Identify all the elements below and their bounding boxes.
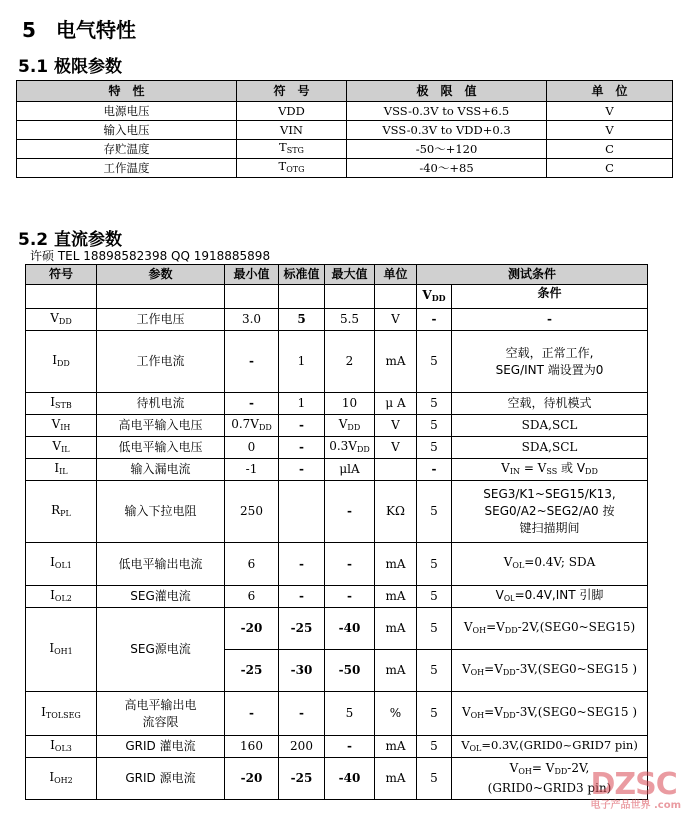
row-condition: SEG3/K1~SEG15/K13, SEG0/A2~SEG2/A0 按 键扫描期间: [452, 481, 648, 543]
row-typ: -: [279, 586, 325, 608]
table-row: [26, 459, 648, 481]
row-vdd: 5: [417, 393, 452, 415]
row-symbol: $V_{IH}$: [26, 415, 97, 437]
row-min: 250: [225, 481, 279, 543]
table-subheader-row: [26, 285, 648, 309]
row-max: 5: [325, 692, 375, 736]
row-condition: 空载，正常工作, SEG/INT 端设置为0: [452, 331, 648, 393]
row-name: 工作温度: [17, 159, 237, 178]
row-condition: $V_{OL}=0.4V$; SDA: [452, 543, 648, 586]
row-name: 存贮温度: [17, 140, 237, 159]
row-max: -: [325, 736, 375, 758]
row-value: VSS-0.3V to VDD+0.3: [347, 121, 547, 140]
row-max: μlA: [325, 459, 375, 481]
table-row: [26, 481, 648, 543]
row-unit: μ A: [375, 393, 417, 415]
row-vdd: 5: [417, 650, 452, 692]
watermark-logo: DZSC 电子产品世界 .com: [590, 767, 681, 811]
row-typ: -25: [279, 608, 325, 650]
row-param: GRID 灌电流: [97, 736, 225, 758]
row-symbol: $I_{OH2}$: [26, 758, 97, 800]
abs-max-table: [16, 80, 673, 178]
row-min: $0.7V_{DD}$: [225, 415, 279, 437]
empty-cell: [97, 285, 225, 309]
row-symbol: VDD: [237, 102, 347, 121]
row-condition: $V_{OH}=V_{DD}-3V,(SEG0\sim SEG15$ ): [452, 650, 648, 692]
row-param: GRID 源电流: [97, 758, 225, 800]
col-header-symbol: 符号: [26, 265, 97, 285]
col-header-unit: 单 位: [547, 81, 673, 102]
row-param: 工作电流: [97, 331, 225, 393]
table-row: [26, 437, 648, 459]
contact-line: 许硕 TEL 18898582398 QQ 1918885898: [30, 249, 271, 263]
row-typ: -: [279, 543, 325, 586]
row-max: -50: [325, 650, 375, 692]
section-number: 5: [22, 18, 36, 42]
row-min: 0: [225, 437, 279, 459]
row-unit: mA: [375, 650, 417, 692]
row-unit: C: [547, 159, 673, 178]
empty-cell: [279, 285, 325, 309]
row-value: -40～+85: [347, 159, 547, 178]
row-unit: mA: [375, 608, 417, 650]
row-max: -: [325, 481, 375, 543]
row-vdd: 5: [417, 543, 452, 586]
row-typ: -: [279, 437, 325, 459]
row-min: 160: [225, 736, 279, 758]
col-header-min: 最小值: [225, 265, 279, 285]
row-param: 输入漏电流: [97, 459, 225, 481]
table-row: [17, 159, 673, 178]
col-header-test: 测试条件: [417, 265, 648, 285]
dc-table: [25, 264, 648, 800]
empty-cell: [325, 285, 375, 309]
row-condition: -: [452, 309, 648, 331]
col-header-max: 最大值: [325, 265, 375, 285]
table-row: [17, 102, 673, 121]
row-typ: -: [279, 415, 325, 437]
table-row: [26, 758, 648, 800]
row-symbol: $I_{OL2}$: [26, 586, 97, 608]
row-symbol: $I_{TOLSEG}$: [26, 692, 97, 736]
row-param: 高电平输入电压: [97, 415, 225, 437]
row-symbol: $T_{OTG}$: [237, 159, 347, 178]
row-name: 电源电压: [17, 102, 237, 121]
row-condition: $V_{OH}=V_{DD}-3V,(SEG0\sim SEG15$ ): [452, 692, 648, 736]
row-value: VSS-0.3V to VSS+6.5: [347, 102, 547, 121]
row-min: -: [225, 692, 279, 736]
table-row: [26, 309, 648, 331]
row-symbol: $I_{OH1}$: [26, 608, 97, 692]
table-row: [26, 586, 648, 608]
row-min: 6: [225, 543, 279, 586]
row-symbol: $I_{OL3}$: [26, 736, 97, 758]
row-unit: mA: [375, 331, 417, 393]
row-condition: $V_{OH}= V_{DD}-2V$, (GRID0~GRID3 pin): [452, 758, 648, 800]
row-condition: $V_{OH}=V_{DD}-2V,(SEG0\sim SEG15)$: [452, 608, 648, 650]
row-param: 工作电压: [97, 309, 225, 331]
row-typ: 1: [279, 393, 325, 415]
row-param: 待机电流: [97, 393, 225, 415]
table-row: [26, 692, 648, 736]
row-typ: 5: [279, 309, 325, 331]
row-value: -50～+120: [347, 140, 547, 159]
row-name: 输入电压: [17, 121, 237, 140]
row-param: SEG灌电流: [97, 586, 225, 608]
abs-max-heading: 5.1 极限参数: [18, 57, 123, 77]
row-condition: $V_{IN} = V_{SS}$ 或 $V_{DD}$: [452, 459, 648, 481]
row-min: 3.0: [225, 309, 279, 331]
row-vdd: 5: [417, 331, 452, 393]
row-min: -25: [225, 650, 279, 692]
row-condition: SDA,SCL: [452, 437, 648, 459]
row-typ: -: [279, 692, 325, 736]
row-symbol: $I_{IL}$: [26, 459, 97, 481]
row-min: -20: [225, 758, 279, 800]
table-row: [26, 736, 648, 758]
row-vdd: 5: [417, 437, 452, 459]
row-unit: mA: [375, 543, 417, 586]
row-max: -: [325, 543, 375, 586]
row-vdd: 5: [417, 736, 452, 758]
row-condition: 空载，待机模式: [452, 393, 648, 415]
row-vdd: 5: [417, 481, 452, 543]
row-unit: V: [375, 415, 417, 437]
table-header-row: [17, 81, 673, 102]
row-symbol: $T_{STG}$: [237, 140, 347, 159]
row-unit: C: [547, 140, 673, 159]
row-typ: -30: [279, 650, 325, 692]
table-row: [17, 140, 673, 159]
row-max: 5.5: [325, 309, 375, 331]
row-max: -40: [325, 758, 375, 800]
table-row: [26, 608, 648, 650]
col-header-symbol: 符 号: [237, 81, 347, 102]
table-header-row: [26, 265, 648, 285]
row-condition: $V_{OL}=0.3V,(GRID0\sim GRID7$ pin): [452, 736, 648, 758]
table-row: [26, 393, 648, 415]
row-min: -1: [225, 459, 279, 481]
section-heading: [22, 14, 136, 43]
row-vdd: 5: [417, 608, 452, 650]
col-header-limit: 极 限 值: [347, 81, 547, 102]
row-typ: 1: [279, 331, 325, 393]
row-vdd: -: [417, 309, 452, 331]
section-title: 电气特性: [56, 18, 136, 42]
row-typ: -: [279, 459, 325, 481]
row-min: -: [225, 331, 279, 393]
row-min: -: [225, 393, 279, 415]
row-unit: mA: [375, 758, 417, 800]
row-unit: V: [375, 437, 417, 459]
row-max: 10: [325, 393, 375, 415]
row-unit: %: [375, 692, 417, 736]
col-header-unit: 单位: [375, 265, 417, 285]
row-unit: V: [547, 102, 673, 121]
row-unit: [375, 459, 417, 481]
row-symbol: $I_{DD}$: [26, 331, 97, 393]
row-vdd: 5: [417, 415, 452, 437]
row-symbol: $V_{IL}$: [26, 437, 97, 459]
empty-cell: [375, 285, 417, 309]
row-unit: mA: [375, 736, 417, 758]
col-header-characteristic: 特 性: [17, 81, 237, 102]
row-max: $V_{DD}$: [325, 415, 375, 437]
row-max: -40: [325, 608, 375, 650]
row-unit: V: [375, 309, 417, 331]
row-min: 6: [225, 586, 279, 608]
row-max: $0.3V_{DD}$: [325, 437, 375, 459]
row-param: 输入下拉电阻: [97, 481, 225, 543]
dc-heading: 5.2 直流参数: [18, 230, 123, 250]
row-param: 低电平输入电压: [97, 437, 225, 459]
row-symbol: $I_{OL1}$: [26, 543, 97, 586]
table-row: [26, 331, 648, 393]
row-param: 低电平输出电流: [97, 543, 225, 586]
condition-subheader: 条件: [452, 285, 648, 309]
row-symbol: $I_{STB}$: [26, 393, 97, 415]
row-typ: [279, 481, 325, 543]
row-symbol: VIN: [237, 121, 347, 140]
table-row: [26, 543, 648, 586]
table-row: [17, 121, 673, 140]
row-vdd: 5: [417, 586, 452, 608]
row-symbol: $R_{PL}$: [26, 481, 97, 543]
row-unit: mA: [375, 586, 417, 608]
empty-cell: [225, 285, 279, 309]
row-max: 2: [325, 331, 375, 393]
row-vdd: 5: [417, 758, 452, 800]
empty-cell: [26, 285, 97, 309]
row-vdd: -: [417, 459, 452, 481]
col-header-typ: 标准值: [279, 265, 325, 285]
row-symbol: $V_{DD}$: [26, 309, 97, 331]
row-unit: KΩ: [375, 481, 417, 543]
row-min: -20: [225, 608, 279, 650]
col-header-param: 参数: [97, 265, 225, 285]
row-condition: $V_{OL}=0.4V,INT$ 引脚: [452, 586, 648, 608]
row-param: 高电平输出电 流容限: [97, 692, 225, 736]
row-unit: V: [547, 121, 673, 140]
row-vdd: 5: [417, 692, 452, 736]
row-typ: 200: [279, 736, 325, 758]
row-max: -: [325, 586, 375, 608]
row-condition: SDA,SCL: [452, 415, 648, 437]
row-param: SEG源电流: [97, 608, 225, 692]
vdd-subheader: $V_{DD}$: [417, 285, 452, 309]
row-typ: -25: [279, 758, 325, 800]
table-row: [26, 415, 648, 437]
